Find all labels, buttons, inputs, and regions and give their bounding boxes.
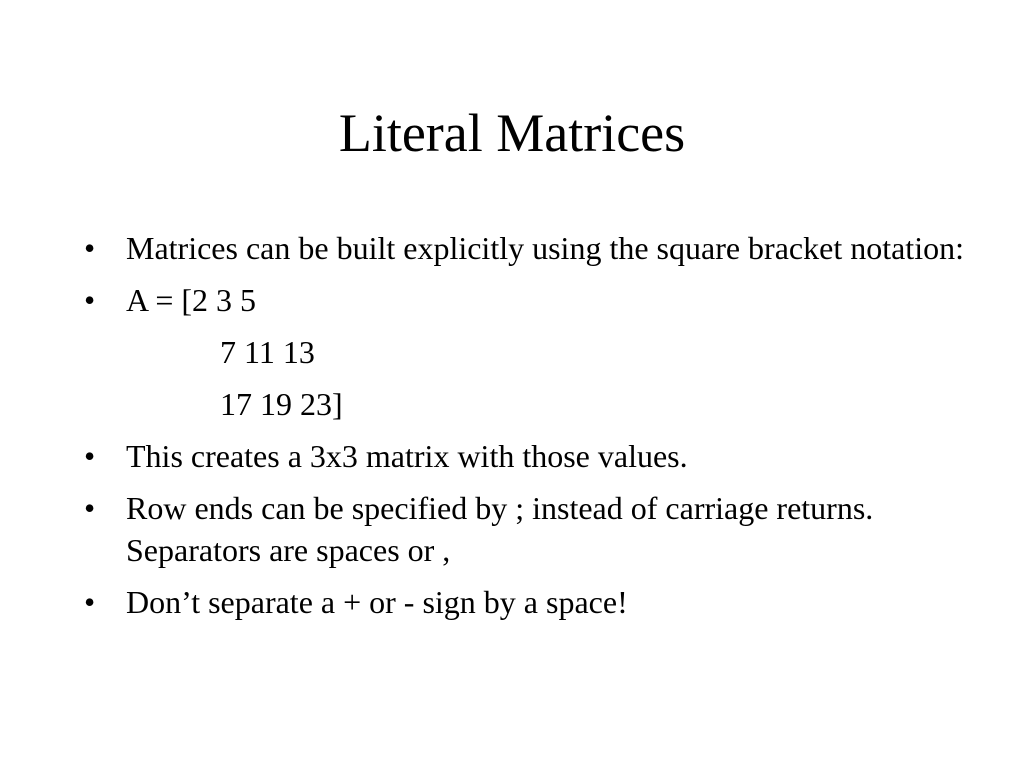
list-item-text: Matrices can be built explicitly using the square bracket notation: (126, 230, 964, 266)
list-item-text: Row ends can be specified by ; instead of carriage returns. Separators are spaces or , (126, 490, 874, 568)
list-item (84, 227, 964, 269)
matrix-row: 17 19 23] (220, 386, 343, 422)
bullet-icon: • (84, 438, 96, 474)
bullet-icon: • (84, 490, 96, 526)
bullet-icon: • (84, 282, 96, 318)
list-item-text: Don’t separate a + or - sign by a space! (126, 584, 628, 620)
list-item (84, 435, 964, 477)
list-item (84, 279, 964, 321)
matrix-row: 7 11 13 (220, 334, 315, 370)
list-item-text: A = [2 3 5 (126, 282, 257, 318)
list-item (84, 581, 964, 623)
bullet-icon: • (84, 230, 96, 266)
list-item (84, 487, 964, 571)
list-item-text: This creates a 3x3 matrix with those values. (126, 438, 688, 474)
slide-title: Literal Matrices (338, 103, 686, 163)
bullet-list (84, 227, 964, 633)
bullet-icon: • (84, 584, 96, 620)
